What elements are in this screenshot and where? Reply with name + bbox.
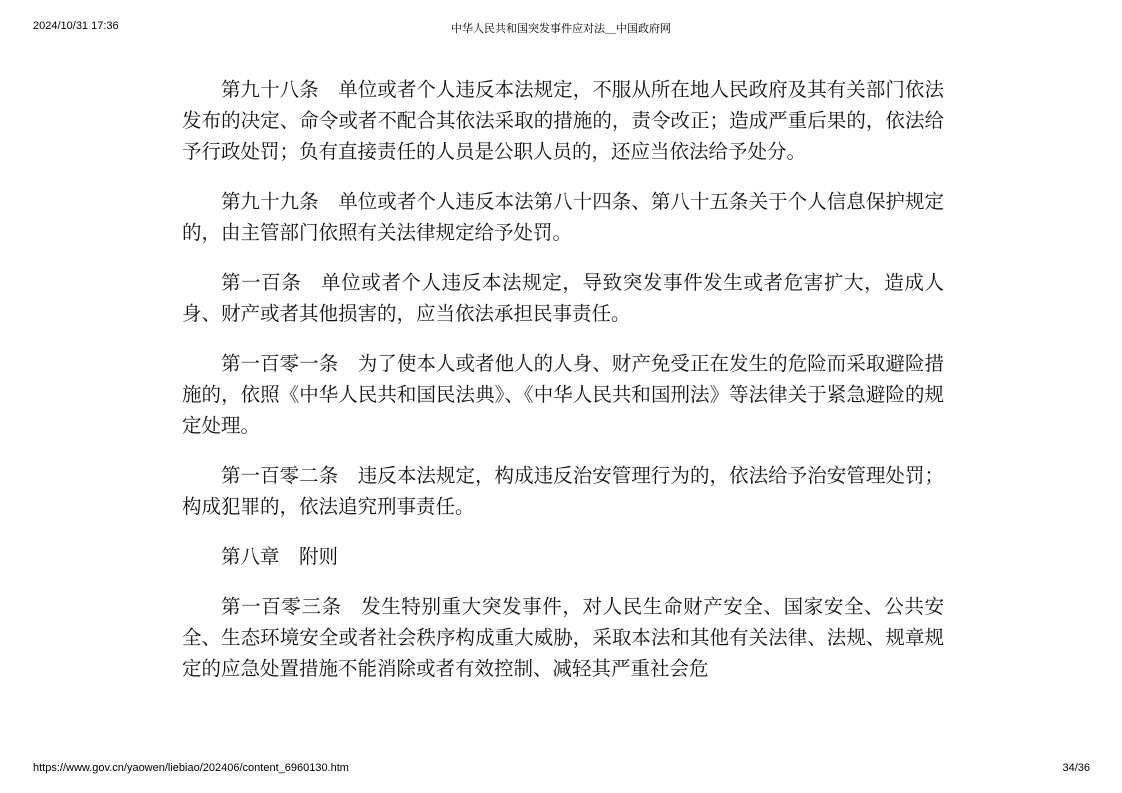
- article-number: 第一百零二条: [221, 464, 339, 487]
- article-text: 单位或者个人违反本法规定，不服从所在地人民政府及其有关部门依法发布的决定、命令或者不配合其依法采取的措施的，责令改正；造成严重后果的，依法给予行政处罚；负有直接责任的人员是公职人员的，还应当依法给予处分。: [182, 78, 944, 163]
- print-datetime: 2024/10/31 17:36: [33, 20, 119, 32]
- article-number: 第一百零一条: [221, 352, 339, 375]
- article-102: [182, 460, 944, 522]
- article-98: [182, 74, 944, 167]
- article-number: 第一百条: [221, 271, 302, 294]
- article-text: 单位或者个人违反本法第八十四条、第八十五条关于个人信息保护规定的，由主管部门依照有关法律规定给予处罚。: [182, 190, 944, 244]
- chapter-title: 附则: [299, 545, 339, 568]
- article-text: 单位或者个人违反本法规定，导致突发事件发生或者危害扩大，造成人身、财产或者其他损害的，应当依法承担民事责任。: [182, 271, 944, 325]
- chapter-8-heading: [182, 541, 944, 572]
- article-100: [182, 267, 944, 329]
- article-text: 违反本法规定，构成违反治安管理行为的，依法给予治安管理处罚；构成犯罪的，依法追究刑事责任。: [182, 464, 944, 518]
- article-number: 第九十九条: [221, 190, 319, 213]
- page-title: 中华人民共和国突发事件应对法＿中国政府网: [451, 23, 671, 35]
- page-url: https://www.gov.cn/yaowen/liebiao/202406/content_6960130.htm: [33, 762, 349, 774]
- article-101: [182, 348, 944, 441]
- article-number: 第九十八条: [221, 78, 319, 101]
- article-99: [182, 186, 944, 248]
- article-103: [182, 591, 944, 684]
- article-text: 为了使本人或者他人的人身、财产免受正在发生的危险而采取避险措施的，依照《中华人民共和国民法典》、《中华人民共和国刑法》等法律关于紧急避险的规定处理。: [182, 352, 944, 437]
- document-body: [182, 74, 944, 703]
- page-number: 34/36: [1062, 762, 1090, 774]
- article-number: 第一百零三条: [221, 595, 342, 618]
- chapter-number: 第八章: [221, 545, 280, 568]
- article-text: 发生特别重大突发事件，对人民生命财产安全、国家安全、公共安全、生态环境安全或者社会秩序构成重大威胁，采取本法和其他有关法律、法规、规章规定的应急处置措施不能消除或者有效控制、减轻其严重社会危: [182, 595, 944, 680]
